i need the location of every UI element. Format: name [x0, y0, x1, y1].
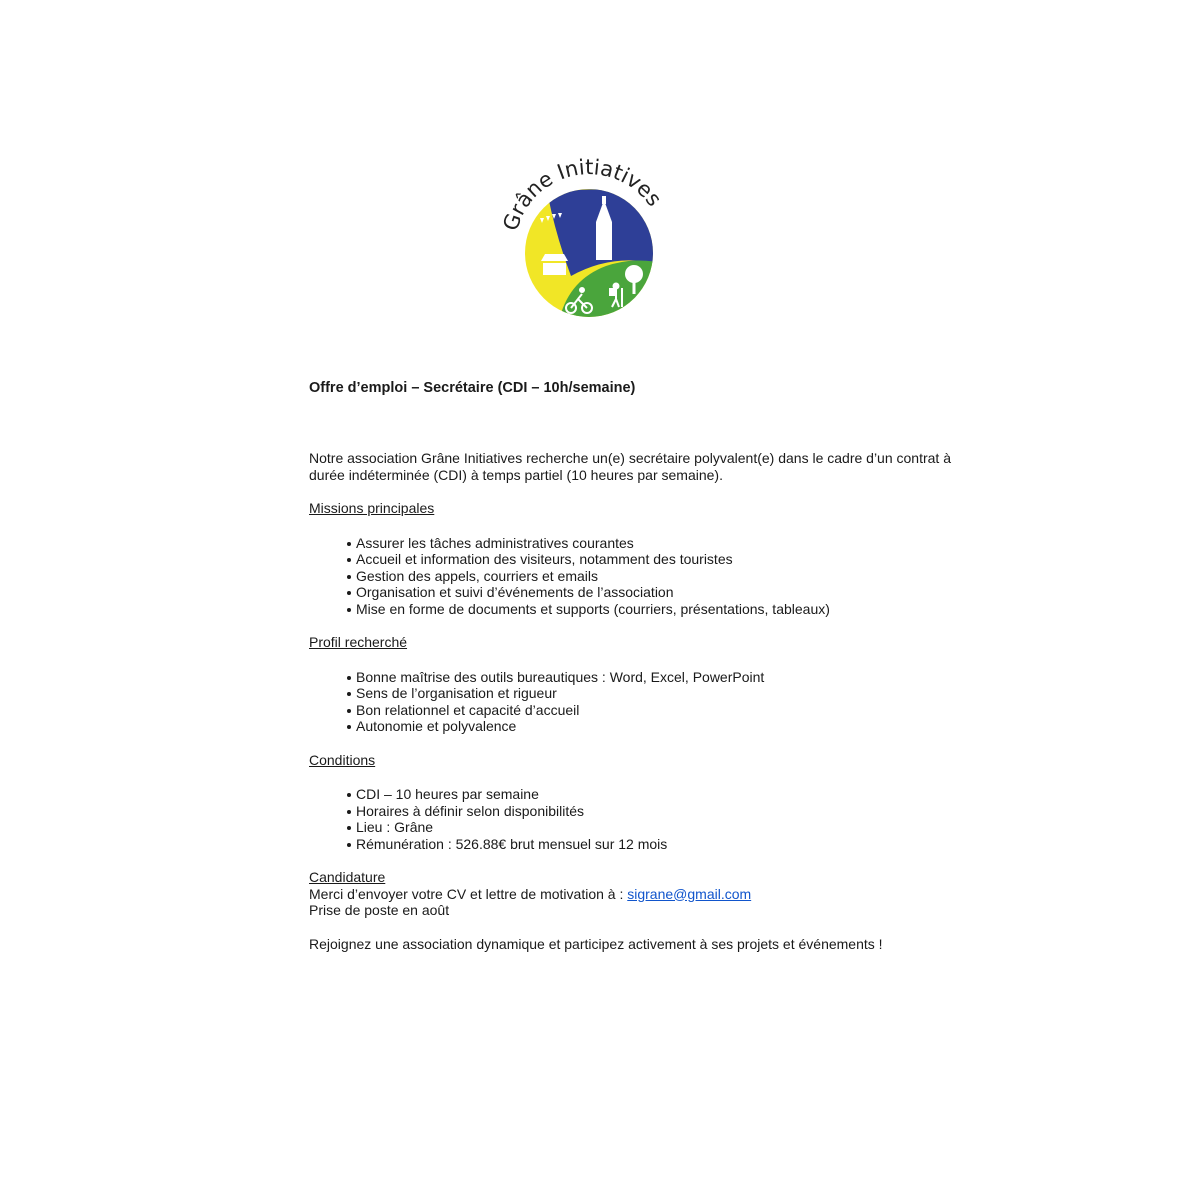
list-item: Bon relationnel et capacité d’accueil: [347, 702, 969, 719]
section-heading-conditions: Conditions: [309, 751, 376, 768]
intro-paragraph: Notre association Grâne Initiatives recherche un(e) secrétaire polyvalent(e) dans le cadre d’un contrat à durée indéterminée (CDI) à temps partiel (10 heures par semaine).: [309, 450, 951, 483]
start-date-text: Prise de poste en août: [309, 902, 450, 918]
section-heading-profile: Profil recherché: [309, 634, 408, 650]
list-item: Assurer les tâches administratives courantes: [347, 535, 969, 552]
section-heading-candidature: Candidature: [309, 869, 386, 885]
page-title: Offre d’emploi – Secrétaire (CDI – 10h/semaine): [309, 380, 636, 396]
list-item: CDI – 10 heures par semaine: [347, 786, 969, 803]
closing-paragraph: Rejoignez une association dynamique et participez activement à ses projets et événements !: [309, 935, 883, 952]
list-item: Rémunération : 526.88€ brut mensuel sur 12 mois: [347, 836, 969, 853]
list-item: Horaires à définir selon disponibilités: [347, 803, 969, 820]
list-item: Lieu : Grâne: [347, 819, 969, 836]
list-item: Bonne maîtrise des outils bureautiques : Word, Excel, PowerPoint: [347, 669, 969, 686]
list-item: Accueil et information des visiteurs, notamment des touristes: [347, 551, 969, 568]
list-item: Sens de l’organisation et rigueur: [347, 685, 969, 702]
logo-lettering: Grâne Initiatives: [498, 156, 667, 234]
grane-initiatives-logo: [496, 156, 676, 326]
list-item: Organisation et suivi d’événements de l’association: [347, 584, 969, 601]
section-heading-missions: Missions principales: [309, 500, 435, 516]
candidature-instructions: [309, 886, 969, 903]
list-item: Mise en forme de documents et supports (courriers, présentations, tableaux): [347, 601, 969, 618]
market-stall-icon: [541, 254, 568, 275]
conditions-list: [309, 786, 969, 852]
candidature-text: Merci d’envoyer votre CV et lettre de motivation à :: [309, 885, 628, 902]
job-offer-document: [309, 378, 969, 952]
email-link[interactable]: sigrane@gmail.com: [627, 885, 752, 902]
missions-list: [309, 535, 969, 618]
profile-list: [309, 669, 969, 735]
list-item: Autonomie et polyvalence: [347, 718, 969, 735]
list-item: Gestion des appels, courriers et emails: [347, 568, 969, 585]
